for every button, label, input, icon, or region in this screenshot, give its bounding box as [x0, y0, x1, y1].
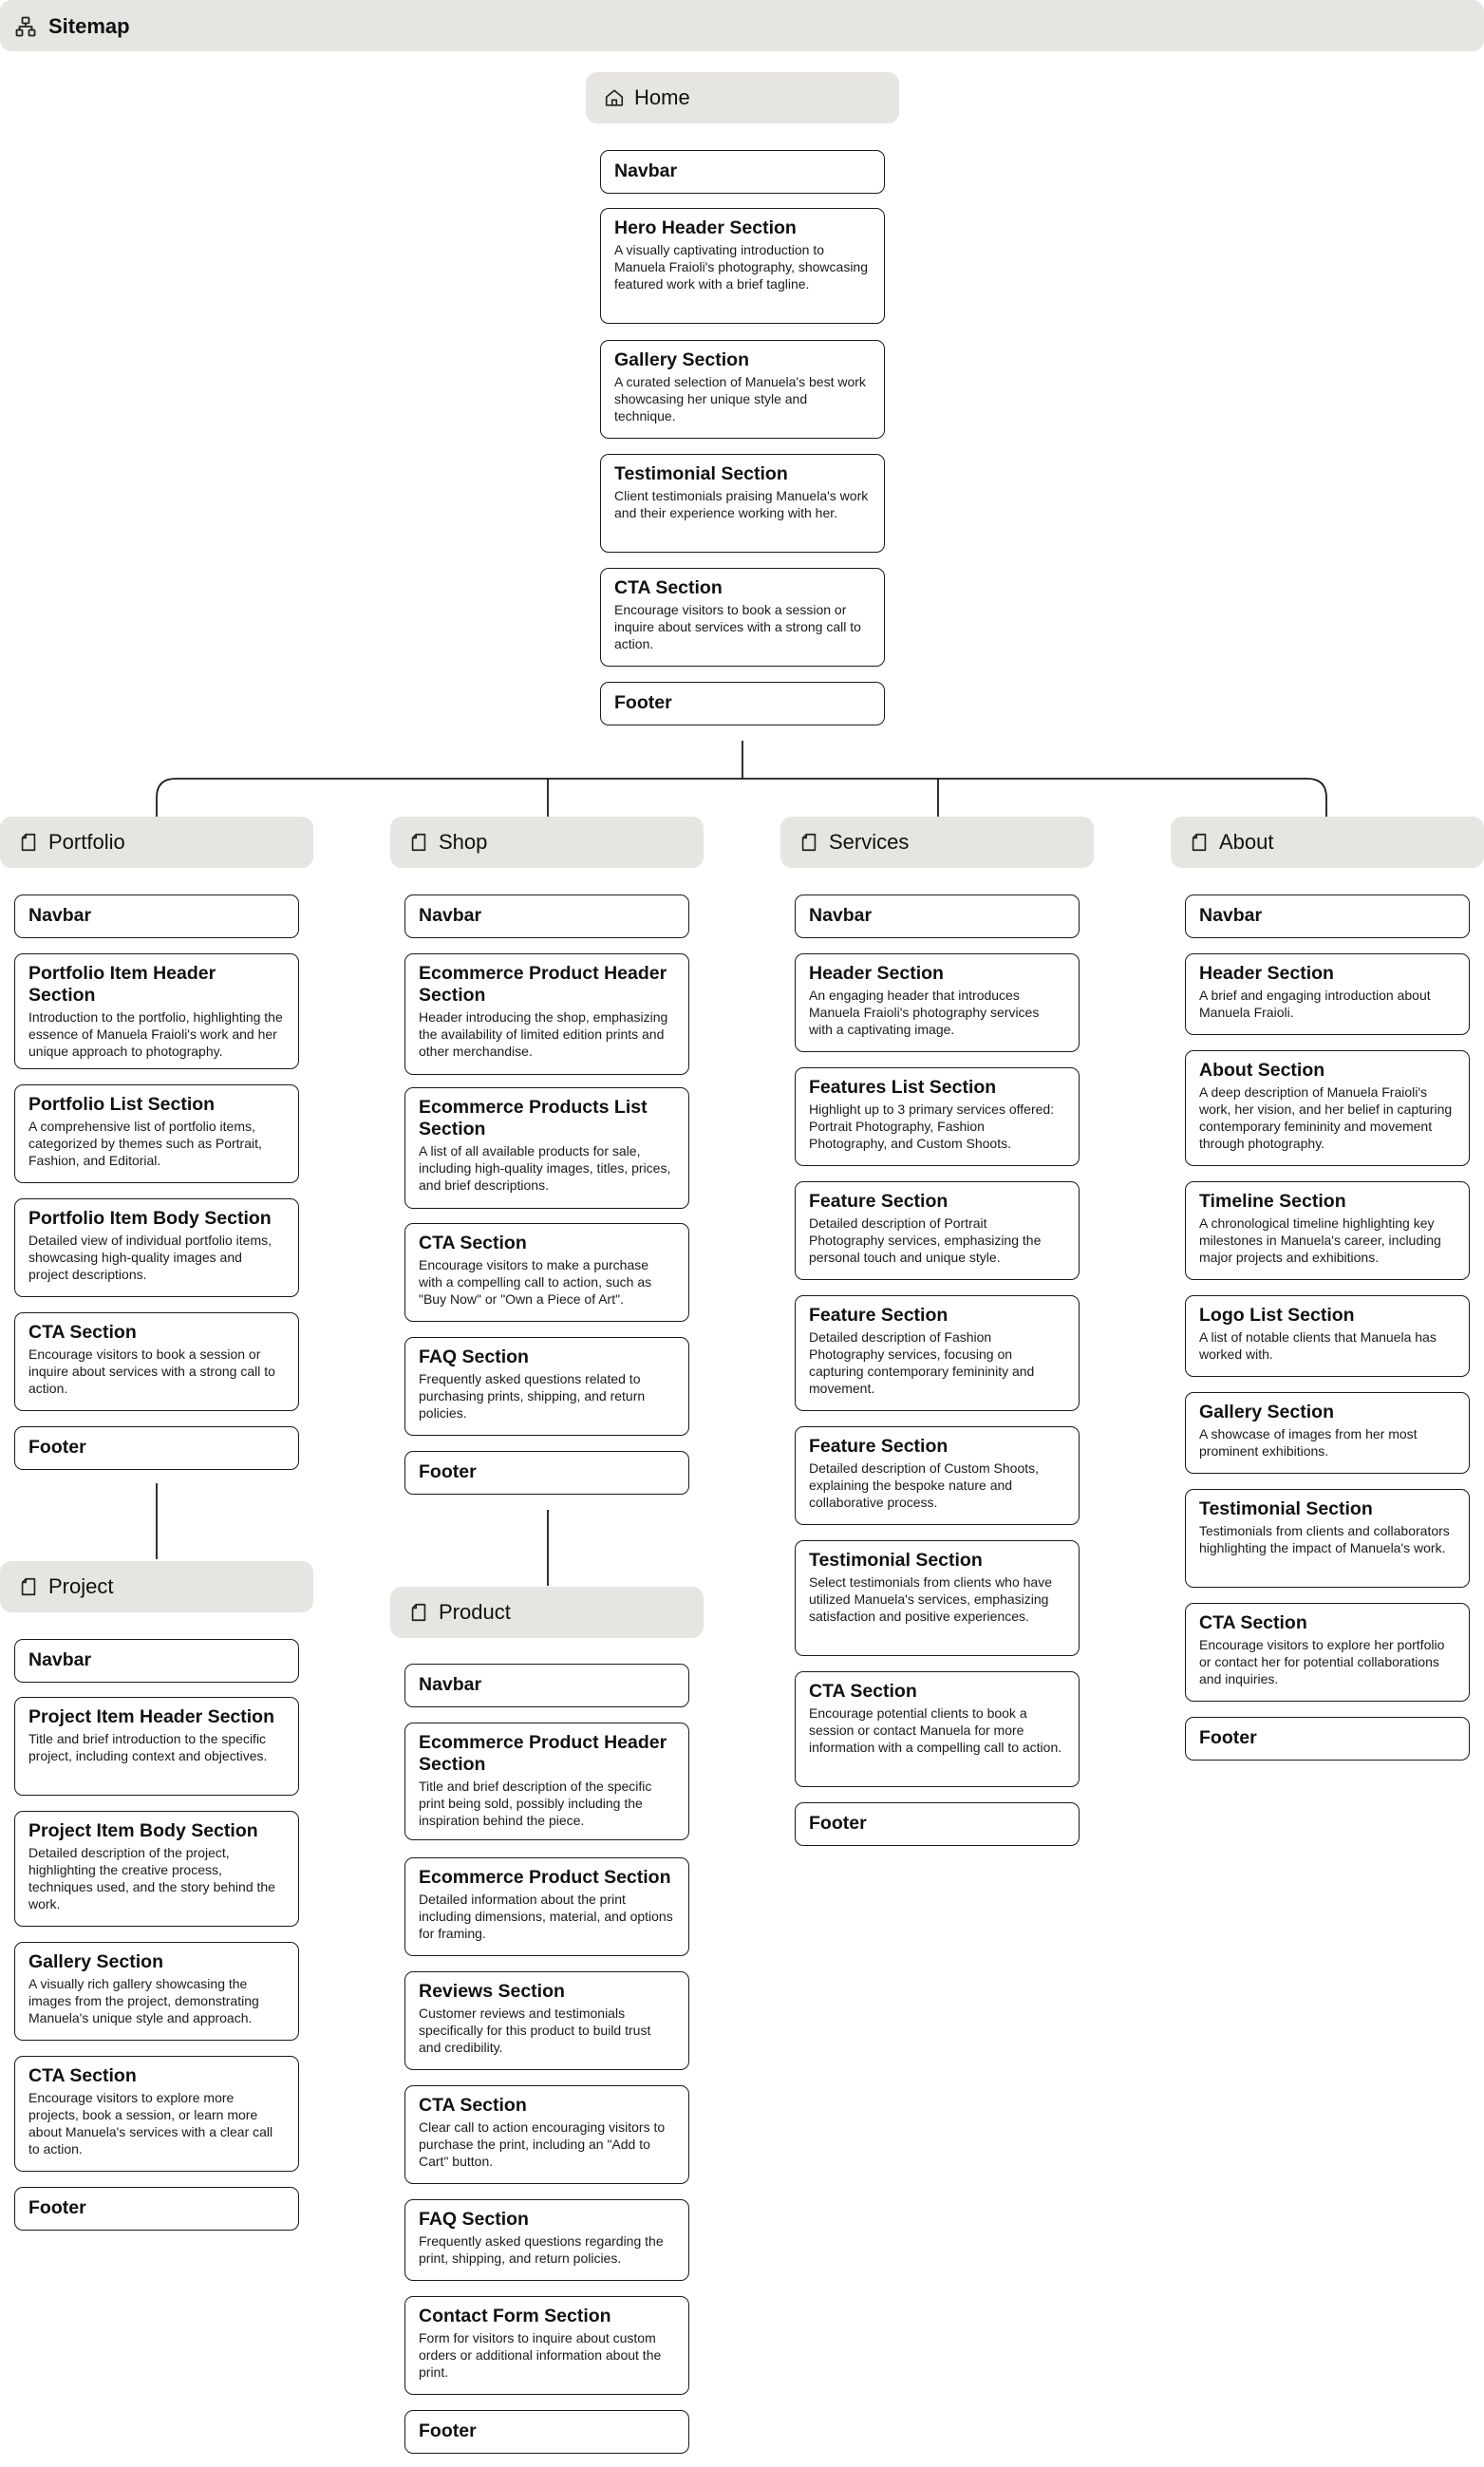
section-card[interactable] [14, 2056, 299, 2172]
section-description: Encourage visitors to book a session or inquire about services with a strong call to action. [614, 602, 861, 651]
section-title: Portfolio List Section [28, 1094, 216, 1115]
section-card[interactable] [600, 454, 885, 553]
section-title: Navbar [419, 905, 482, 926]
section-card[interactable] [404, 2410, 689, 2454]
section-card[interactable] [795, 1671, 1080, 1787]
section-card[interactable] [1185, 1050, 1470, 1166]
section-title: CTA Section [809, 1681, 917, 1702]
section-description: Encourage potential clients to book a session or contact Manuela for more information with a compelling call to action. [809, 1705, 1062, 1755]
section-card[interactable] [14, 1312, 299, 1411]
page-title: Shop [439, 830, 488, 854]
section-title: CTA Section [614, 577, 723, 598]
page-title: Portfolio [48, 830, 125, 854]
section-description: Frequently asked questions regarding the print, shipping, and return policies. [419, 2233, 664, 2266]
section-title: Logo List Section [1199, 1305, 1355, 1326]
section-description: A visually captivating introduction to Manuela Fraioli's photography, showcasing featured work with a brief tagline. [614, 242, 869, 292]
page-product[interactable] [390, 1587, 704, 1638]
branch-connector [157, 779, 1326, 817]
section-card[interactable] [14, 1084, 299, 1183]
section-card[interactable] [600, 682, 885, 725]
page-portfolio[interactable] [0, 817, 313, 868]
section-description: A visually rich gallery showcasing the images from the project, demonstrating Manuela's unique style and approach. [28, 1976, 259, 2025]
section-description: Select testimonials from clients who have utilized Manuela's services, emphasizing satisfaction and positive experiences. [809, 1574, 1052, 1624]
section-title: Ecommerce Product Header Section [419, 963, 667, 1006]
section-title: Ecommerce Product Section [419, 1867, 671, 1888]
section-title: Testimonial Section [614, 463, 788, 484]
section-card[interactable] [1185, 953, 1470, 1035]
page-title: Project [48, 1574, 114, 1598]
section-card[interactable] [600, 208, 885, 324]
section-card[interactable] [1185, 1717, 1470, 1761]
page-title: Home [634, 85, 690, 109]
section-title: Navbar [809, 905, 873, 926]
section-title: Navbar [28, 1649, 92, 1670]
section-description: Customer reviews and testimonials specifically for this product to build trust and credibility. [419, 2006, 651, 2055]
home-icon [604, 87, 625, 108]
section-description: A list of all available products for sale, including high-quality images, titles, prices, and brief descriptions. [419, 1143, 671, 1193]
section-description: A list of notable clients that Manuela has worked with. [1199, 1329, 1437, 1362]
section-title: Feature Section [809, 1191, 949, 1212]
section-title: Ecommerce Product Header Section [419, 1732, 667, 1775]
section-title: Footer [419, 1461, 477, 1482]
page-project[interactable] [0, 1561, 313, 1612]
section-title: Footer [28, 2197, 86, 2218]
section-title: Navbar [1199, 905, 1263, 926]
section-title: Navbar [419, 1674, 482, 1695]
section-title: Navbar [614, 160, 678, 181]
page-icon [18, 832, 39, 853]
section-title: Gallery Section [1199, 1402, 1334, 1422]
section-card[interactable] [404, 1664, 689, 1707]
section-description: Encourage visitors to book a session or inquire about services with a strong call to action. [28, 1346, 275, 1396]
section-title: CTA Section [1199, 1612, 1307, 1633]
section-title: Timeline Section [1199, 1191, 1346, 1212]
section-card[interactable] [14, 895, 299, 938]
section-title: Gallery Section [614, 349, 749, 370]
section-card[interactable] [1185, 1392, 1470, 1474]
section-title: Feature Section [809, 1305, 949, 1326]
section-title: Portfolio Item Header Section [28, 963, 216, 1006]
section-card[interactable] [404, 953, 689, 1075]
section-title: Footer [1199, 1727, 1257, 1748]
section-description: Testimonials from clients and collaborators highlighting the impact of Manuela's work. [1199, 1523, 1450, 1555]
section-card[interactable] [14, 1811, 299, 1927]
section-description: Title and brief introduction to the specific project, including context and objectives. [28, 1731, 268, 1763]
page-icon [408, 1602, 429, 1623]
page-shop[interactable] [390, 817, 704, 868]
section-description: Title and brief description of the specific print being sold, possibly including the inspiration behind the piece. [419, 1779, 652, 1828]
section-card[interactable] [795, 1181, 1080, 1280]
page-icon [408, 832, 429, 853]
section-title: Testimonial Section [809, 1550, 983, 1571]
section-description: Detailed description of the project, highlighting the creative process, techniques used, and the story behind the work. [28, 1845, 275, 1911]
section-card[interactable] [600, 568, 885, 667]
section-title: Footer [28, 1437, 86, 1458]
section-card[interactable] [404, 1451, 689, 1495]
section-card[interactable] [600, 150, 885, 194]
section-description: Highlight up to 3 primary services offered: Portrait Photography, Fashion Photography, and Custom Shoots. [809, 1102, 1055, 1151]
section-card[interactable] [795, 1426, 1080, 1525]
section-title: Header Section [809, 963, 944, 984]
section-card[interactable] [1185, 1603, 1470, 1702]
page-home[interactable] [586, 72, 899, 123]
section-card[interactable] [795, 1067, 1080, 1166]
section-description: Encourage visitors to explore her portfolio or contact her for potential collaborations and inquiries. [1199, 1637, 1445, 1686]
page-services[interactable] [780, 817, 1094, 868]
section-title: FAQ Section [419, 2209, 529, 2230]
section-description: Frequently asked questions related to purchasing prints, shipping, and return policies. [419, 1371, 646, 1421]
section-title: Footer [614, 692, 672, 713]
section-title: Feature Section [809, 1436, 949, 1457]
section-card[interactable] [404, 2085, 689, 2184]
section-description: Client testimonials praising Manuela's work and their experience working with her. [614, 488, 869, 520]
section-card[interactable] [14, 2187, 299, 2231]
section-title: FAQ Section [419, 1346, 529, 1367]
section-description: Detailed view of individual portfolio items, showcasing high-quality images and project descriptions. [28, 1233, 272, 1282]
section-description: Detailed description of Portrait Photography services, emphasizing the personal touch and unique style. [809, 1215, 1042, 1265]
section-card[interactable] [14, 1697, 299, 1796]
section-card[interactable] [1185, 1181, 1470, 1280]
section-card[interactable] [404, 895, 689, 938]
section-card[interactable] [14, 1198, 299, 1297]
section-card[interactable] [14, 1426, 299, 1470]
section-title: Gallery Section [28, 1951, 163, 1972]
page-title: Product [439, 1600, 511, 1624]
section-card[interactable] [795, 1540, 1080, 1656]
section-card[interactable] [404, 1857, 689, 1956]
section-title: CTA Section [419, 1233, 527, 1253]
section-title: About Section [1199, 1060, 1325, 1081]
page-icon [798, 832, 819, 853]
section-description: Introduction to the portfolio, highlighting the essence of Manuela Fraioli's work and her unique approach to photography. [28, 1009, 283, 1059]
page-title: Services [829, 830, 910, 854]
section-card[interactable] [14, 953, 299, 1069]
section-title: CTA Section [28, 2065, 137, 2086]
section-title: Features List Section [809, 1077, 997, 1098]
section-card[interactable] [1185, 895, 1470, 938]
section-title: Testimonial Section [1199, 1498, 1373, 1519]
section-description: Detailed description of Custom Shoots, explaining the bespoke nature and collaborative process. [809, 1460, 1040, 1510]
section-card[interactable] [404, 2199, 689, 2281]
section-card[interactable] [404, 1971, 689, 2070]
page-title: About [1219, 830, 1274, 854]
section-title: Navbar [28, 905, 92, 926]
section-title: CTA Section [28, 1322, 137, 1343]
section-card[interactable] [795, 895, 1080, 938]
section-title: Reviews Section [419, 1981, 565, 2002]
page-icon [1189, 832, 1210, 853]
section-description: Encourage visitors to explore more projects, book a session, or learn more about Manuela's services with a clear call to action. [28, 2090, 273, 2156]
section-description: A deep description of Manuela Fraioli's work, her vision, and her belief in capturing contemporary femininity and movement through photography. [1199, 1084, 1453, 1151]
section-description: Clear call to action encouraging visitors to purchase the print, including an "Add to Cart" button. [419, 2119, 666, 2169]
section-card[interactable] [404, 2296, 689, 2395]
section-title: Footer [419, 2420, 477, 2441]
section-card[interactable] [404, 1723, 689, 1840]
section-description: Header introducing the shop, emphasizing the availability of limited edition prints and other merchandise. [419, 1009, 668, 1059]
section-description: A curated selection of Manuela's best work showcasing her unique style and technique. [614, 374, 866, 424]
section-title: Footer [809, 1813, 867, 1834]
section-title: Project Item Header Section [28, 1706, 275, 1727]
section-description: Detailed description of Fashion Photography services, focusing on capturing contemporary femininity and movement. [809, 1329, 1035, 1396]
section-title: Portfolio Item Body Section [28, 1208, 272, 1229]
section-description: Encourage visitors to make a purchase with a compelling call to action, such as "Buy Now" or "Own a Piece of Art". [419, 1257, 652, 1307]
section-description: Detailed information about the print including dimensions, material, and options for framing. [419, 1892, 673, 1941]
section-title: Project Item Body Section [28, 1820, 258, 1841]
section-description: A comprehensive list of portfolio items, categorized by themes such as Portrait, Fashion, and Editorial. [28, 1119, 262, 1168]
sitemap-title: Sitemap [48, 14, 130, 38]
section-card[interactable] [795, 1802, 1080, 1846]
section-description: An engaging header that introduces Manuela Fraioli's photography services with a captivating image. [809, 988, 1040, 1037]
section-card[interactable] [404, 1337, 689, 1436]
page-about[interactable] [1171, 817, 1484, 868]
section-description: Form for visitors to inquire about custom orders or additional information about the print. [419, 2330, 662, 2380]
section-card[interactable] [795, 1295, 1080, 1411]
section-card[interactable] [14, 1942, 299, 2041]
section-description: A brief and engaging introduction about Manuela Fraioli. [1199, 988, 1431, 1020]
section-card[interactable] [600, 340, 885, 439]
section-card[interactable] [14, 1639, 299, 1683]
section-card[interactable] [795, 953, 1080, 1052]
section-title: Contact Form Section [419, 2306, 611, 2326]
section-card[interactable] [1185, 1295, 1470, 1377]
section-description: A showcase of images from her most prominent exhibitions. [1199, 1426, 1418, 1459]
page-icon [18, 1576, 39, 1597]
section-description: A chronological timeline highlighting key milestones in Manuela's career, including major projects and exhibitions. [1199, 1215, 1441, 1265]
section-title: CTA Section [419, 2095, 527, 2116]
section-card[interactable] [1185, 1489, 1470, 1588]
section-card[interactable] [404, 1223, 689, 1322]
section-title: Hero Header Section [614, 217, 797, 238]
section-title: Ecommerce Products List Section [419, 1097, 648, 1139]
section-card[interactable] [404, 1087, 689, 1209]
section-title: Header Section [1199, 963, 1334, 984]
